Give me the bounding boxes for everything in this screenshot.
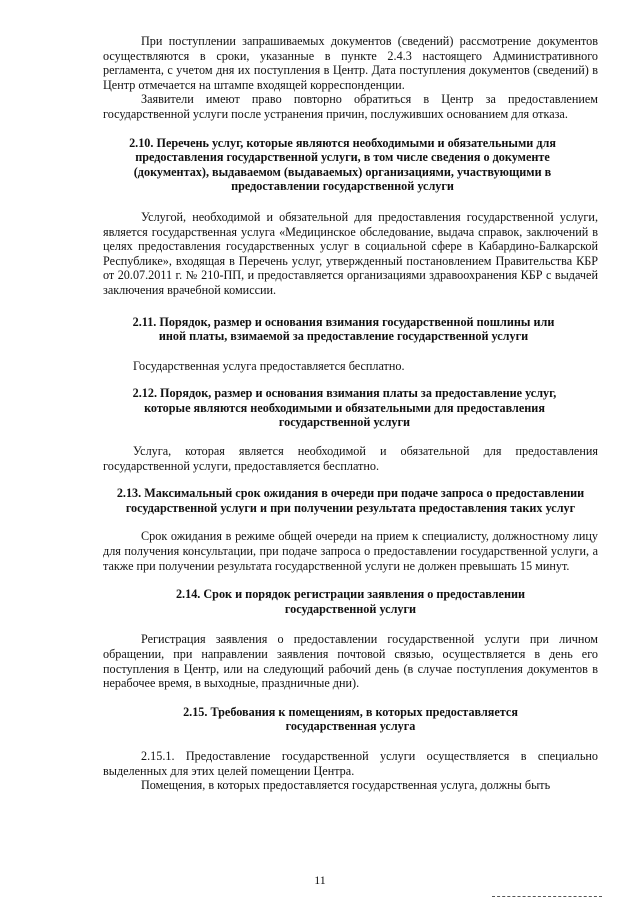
paragraph-section-2-12: Услуга, которая является необходимой и обязательной для предоставления государственной услуги, предоставляется бесплатно. [103, 444, 598, 473]
heading-section-2-12: 2.12. Порядок, размер и основания взимания платы за предоставление услуг, которые являются необходимыми и обязательными для предоставления государственной услуги [132, 386, 557, 430]
paragraph-section-2-15-premises: Помещения, в которых предоставляется государственная услуга, должны быть [141, 778, 551, 793]
paragraph-section-2-15-1: 2.15.1. Предоставление государственной услуги осуществляется в специально выделенных для этих целей помещении Центра. [103, 748, 598, 778]
footer-line [492, 896, 602, 897]
heading-section-2-14: 2.14. Срок и порядок регистрации заявления о предоставлении государственной услуги [175, 587, 526, 616]
paragraph-repeat-appeal: Заявители имеют право повторно обратиться в Центр за предоставлением государственной услуги после устранения причин, послуживших основанием для отказа. [103, 92, 598, 121]
paragraph-section-2-13: Срок ожидания в режиме общей очереди на прием к специалисту, должностному лицу для получения консультации, при подаче запроса о предоставлении государственной услуги, а также при получении результата государственной услуги не должен превышать 15 минут. [103, 529, 598, 573]
heading-section-2-13: 2.13. Максимальный срок ожидания в очереди при подаче запроса о предоставлении государственной услуги и при получении результата предоставления таких услуг [116, 486, 585, 515]
heading-section-2-11: 2.11. Порядок, размер и основания взимания государственной пошлины или иной платы, взимаемой за предоставление государственной услуги [132, 314, 555, 344]
paragraph-section-2-14: Регистрация заявления о предоставлении государственной услуги при личном обращении, при направлении заявления почтовой связью, осуществляется в день его поступления в Центр, или на следующий рабочий день (в случае поступления документов в нерабочее время, в выходные, праздничные дни). [103, 632, 598, 691]
paragraph-documents-review: При поступлении запрашиваемых документов (сведений) рассмотрение документов осуществляются в сроки, указанные в пункте 2.4.3 настоящего Административного регламента, с учетом дня их поступления в Центр. Дата поступления документов (сведений) в Центр отмечается на штампе входящей корреспонденции. [103, 34, 598, 92]
heading-section-2-15: 2.15. Требования к помещениям, в которых предоставляется государственная услуга [183, 704, 518, 734]
paragraph-section-2-10: Услугой, необходимой и обязательной для предоставления государственной услуги, является государственная услуга «Медицинское обследование, выдача справок, заключений в целях предоставления государственных услуг в социальной сфере в Кабардино-Балкарской Республике», входящая в Перечень услуг, утвержденный постановлением Правительства КБР от 20.07.2011 г. № 210-ПП, и предоставляется организациями здравоохранения КБР с выдачей заключения врачебной комиссии. [103, 209, 598, 297]
paragraph-section-2-11: Государственная услуга предоставляется бесплатно. [133, 358, 405, 373]
heading-section-2-10: 2.10. Перечень услуг, которые являются необходимыми и обязательными для предоставления государственной услуги, в том числе сведения о документе (документах), выдаваемом (выдаваемых) организациями, участвующими в предоставлении государственной услуги [129, 135, 556, 194]
page-number: 11 [314, 873, 326, 887]
